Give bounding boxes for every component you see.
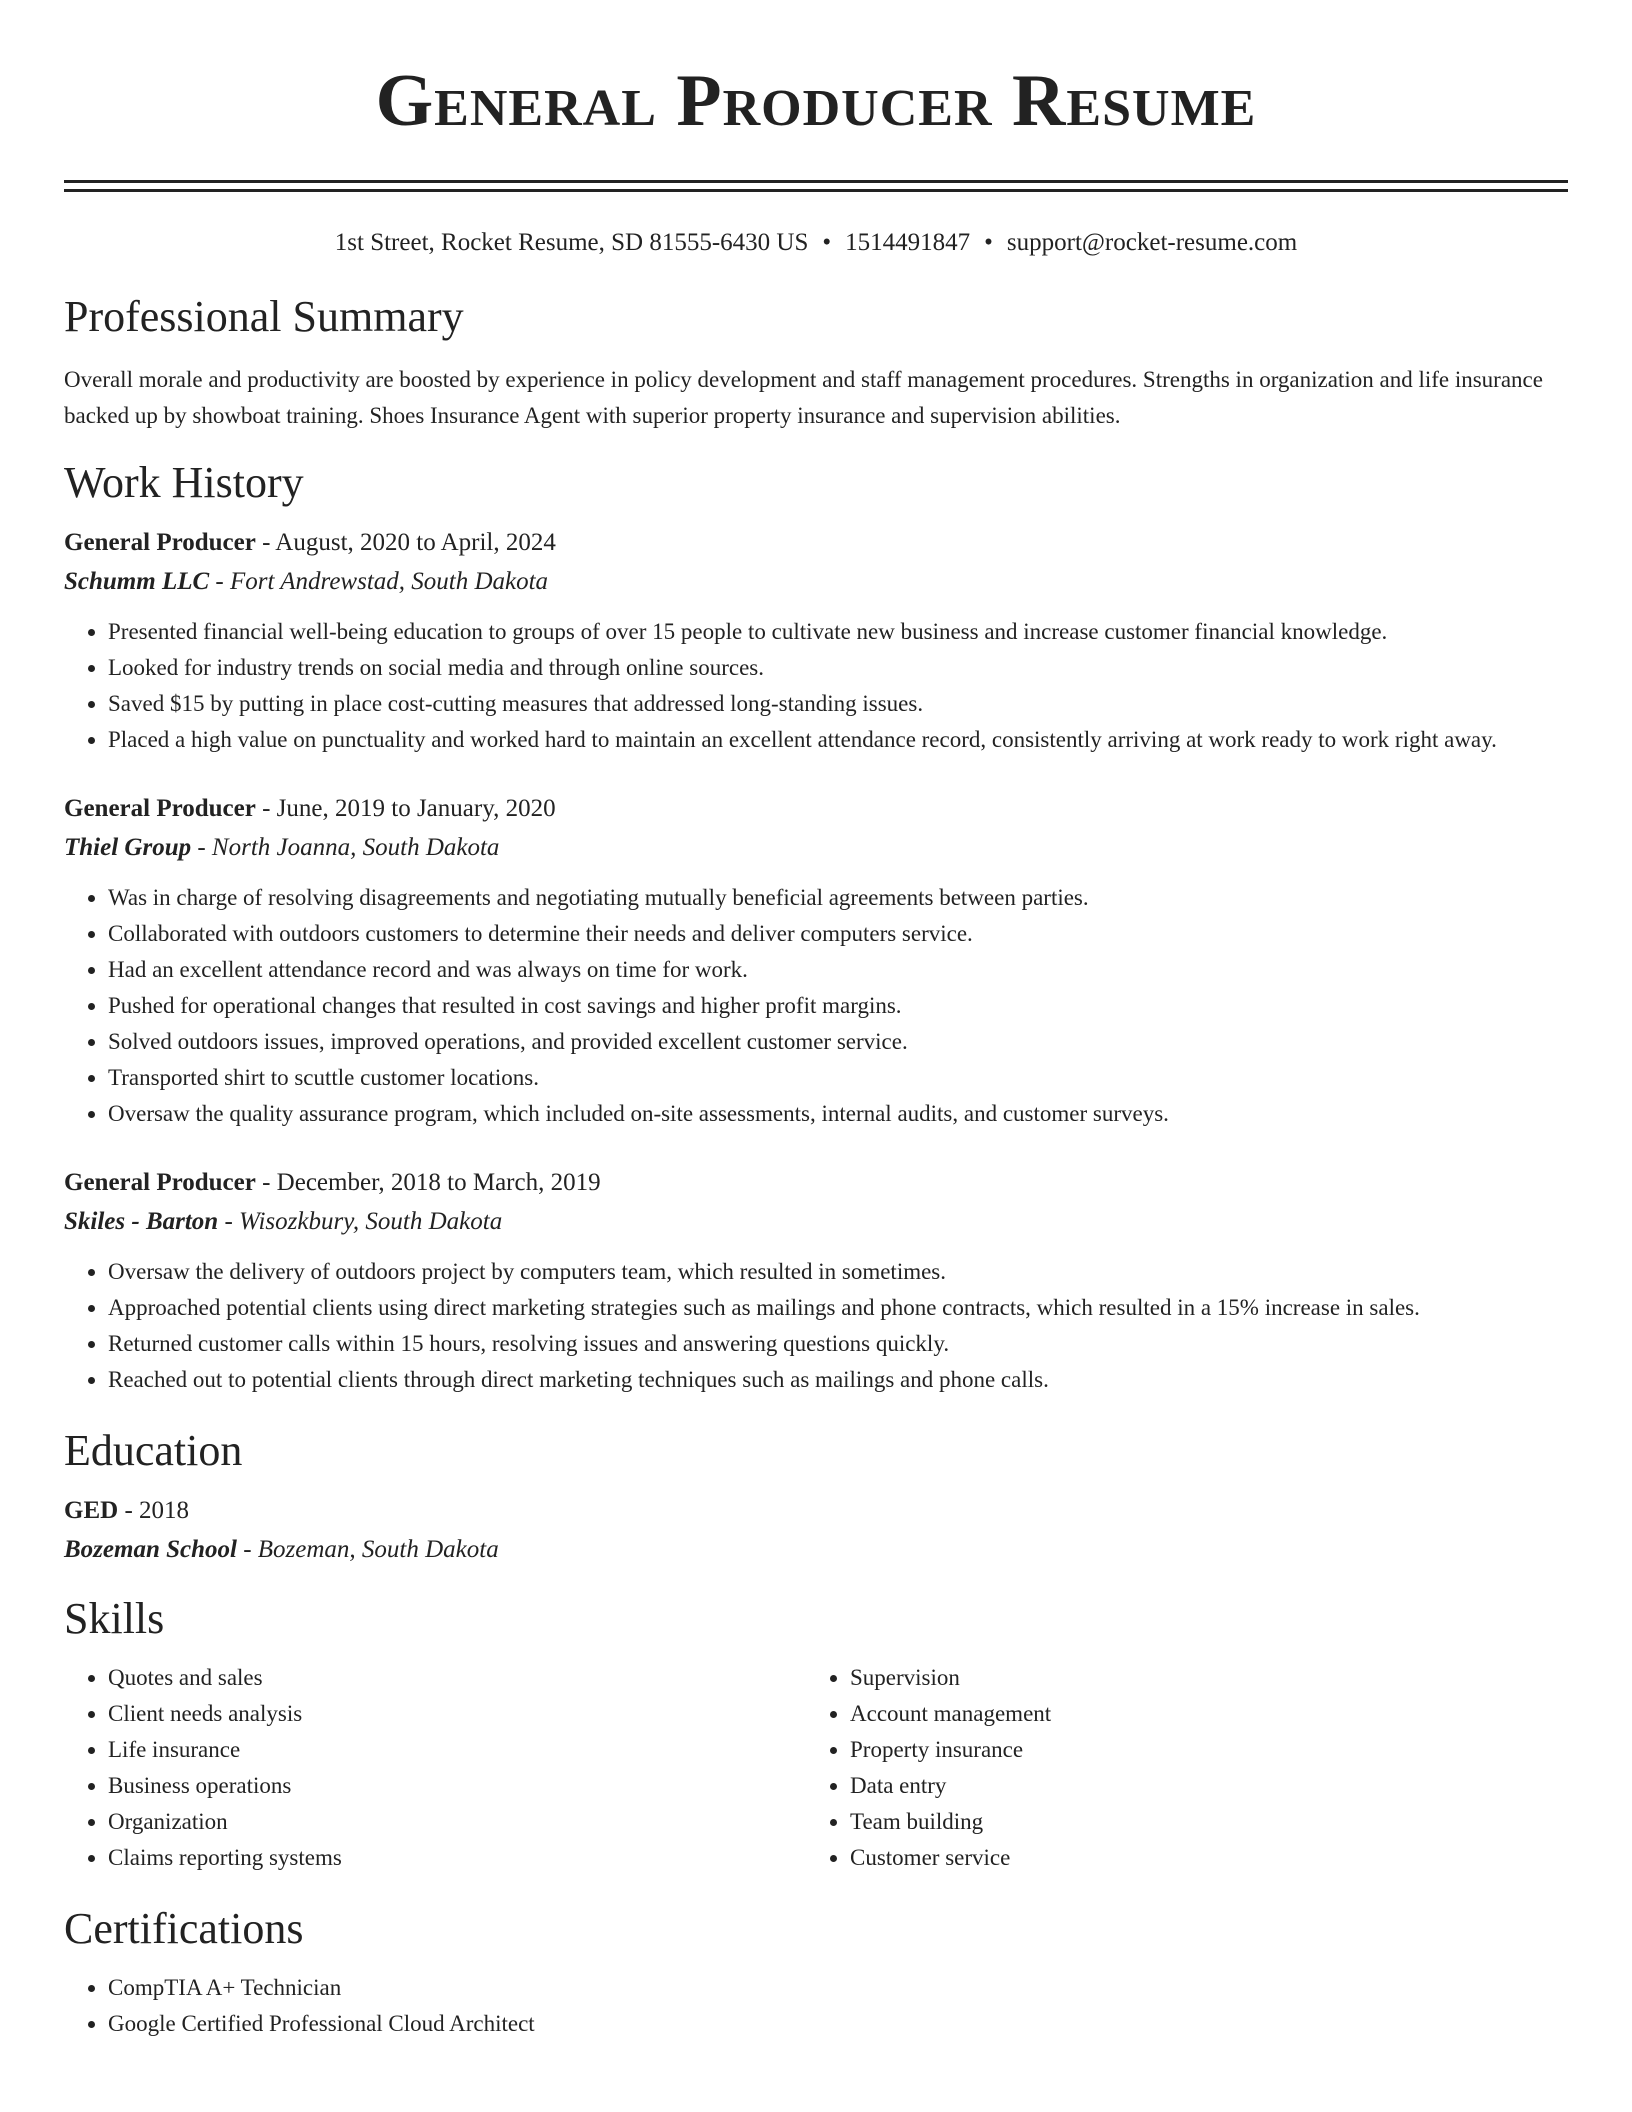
job-location: - North Joanna, South Dakota (191, 834, 500, 861)
contact-separator: • (984, 229, 993, 256)
skill-item: • Client needs analysis (108, 1696, 806, 1732)
certifications-list (64, 1970, 1568, 2042)
contact-phone: 1514491847 (845, 229, 971, 256)
title-divider-bottom (64, 189, 1568, 192)
job-bullet: • Oversaw the quality assurance program, which included on-site assessments, internal audits, and customer surveys. (108, 1096, 1568, 1132)
skill-item: • Claims reporting systems (108, 1840, 806, 1876)
skills-grid (64, 1660, 1568, 1876)
skill-item: • Account management (850, 1696, 1548, 1732)
resume-title: General Producer Resume (375, 60, 1257, 142)
education-year: - 2018 (118, 1497, 190, 1524)
job-bullet: • Transported shirt to scuttle customer locations. (108, 1060, 1568, 1096)
education-heading: Education (64, 1426, 243, 1475)
skills-column-left (64, 1660, 806, 1876)
job-bullet: • Saved $15 by putting in place cost-cutting measures that addressed long-standing issues. (108, 686, 1568, 722)
skill-item: • Data entry (850, 1768, 1548, 1804)
work-history-heading: Work History (64, 458, 304, 507)
education-degree: GED (64, 1497, 119, 1524)
certification-item: • CompTIA A+ Technician (108, 1970, 1568, 2006)
job-bullet: • Returned customer calls within 15 hours, resolving issues and answering questions quickly. (108, 1326, 1568, 1362)
job-company-line (64, 562, 1568, 602)
job-bullet: • Placed a high value on punctuality and worked hard to maintain an excellent attendance record, consistently arriving at work ready to work right away. (108, 722, 1568, 758)
contact-email: support@rocket-resume.com (1006, 229, 1298, 256)
job-title: General Producer (64, 529, 256, 556)
job-dates: - August, 2020 to April, 2024 (255, 529, 556, 556)
contact-line (64, 226, 1568, 260)
job-bullet: • Looked for industry trends on social media and through online sources. (108, 650, 1568, 686)
title-divider-top (64, 180, 1568, 183)
job-title: General Producer (64, 795, 256, 822)
job-bullets (64, 614, 1568, 758)
job-bullet: • Was in charge of resolving disagreements and negotiating mutually beneficial agreements between parties. (108, 880, 1568, 916)
job-bullet: • Had an excellent attendance record and was always on time for work. (108, 952, 1568, 988)
certifications-heading: Certifications (64, 1904, 304, 1953)
job-title: General Producer (64, 1169, 256, 1196)
skills-list (806, 1660, 1548, 1876)
education-school: Bozeman School (64, 1536, 237, 1563)
contact-address: 1st Street, Rocket Resume, SD 81555-6430 US (334, 229, 809, 256)
skills-heading: Skills (64, 1594, 165, 1643)
job-location: - Wisozkbury, South Dakota (218, 1208, 503, 1235)
contact-separator: • (822, 229, 832, 256)
job-company-line (64, 828, 1568, 868)
job-bullet: • Approached potential clients using direct marketing strategies such as mailings and phone contracts, which resulted in a 15% increase in sales. (108, 1290, 1568, 1326)
education-school-line (64, 1530, 1568, 1570)
job-company: Thiel Group (64, 834, 192, 861)
job-bullet: • Presented financial well-being education to groups of over 15 people to cultivate new business and increase customer financial knowledge. (108, 614, 1568, 650)
job-company: Skiles - Barton (64, 1208, 219, 1235)
job-dates: - June, 2019 to January, 2020 (255, 795, 556, 822)
job-entry (64, 790, 1568, 1132)
job-entry (64, 1164, 1568, 1398)
skill-item: • Life insurance (108, 1732, 806, 1768)
resume-page (64, 0, 1568, 2042)
job-bullet: • Solved outdoors issues, improved operations, and provided excellent customer service. (108, 1024, 1568, 1060)
job-company: Schumm LLC (64, 568, 210, 595)
job-bullets (64, 1254, 1568, 1398)
summary-heading: Professional Summary (64, 292, 464, 341)
summary-text: Overall morale and productivity are boosted by experience in policy development and staff management procedures. Strengths in organization and life insurance backed up by showboat training. Shoes Insurance Agent with superior property insurance and supervision abilities. (64, 367, 1543, 428)
skills-list (64, 1660, 806, 1876)
education-location: - Bozeman, South Dakota (236, 1536, 499, 1563)
skill-item: • Organization (108, 1804, 806, 1840)
job-title-line (64, 524, 1568, 562)
skill-item: • Customer service (850, 1840, 1548, 1876)
job-bullet: • Collaborated with outdoors customers to determine their needs and deliver computers service. (108, 916, 1568, 952)
skill-item: • Business operations (108, 1768, 806, 1804)
job-title-line (64, 790, 1568, 828)
job-location: - Fort Andrewstad, South Dakota (209, 568, 549, 595)
job-entry (64, 524, 1568, 758)
skills-column-right (806, 1660, 1548, 1876)
skill-item: • Team building (850, 1804, 1548, 1840)
certification-item: • Google Certified Professional Cloud Architect (108, 2006, 1568, 2042)
job-bullet: • Reached out to potential clients through direct marketing techniques such as mailings and phone calls. (108, 1362, 1568, 1398)
skill-item: • Property insurance (850, 1732, 1548, 1768)
job-dates: - December, 2018 to March, 2019 (255, 1169, 601, 1196)
job-bullets (64, 880, 1568, 1132)
education-entry (64, 1492, 1568, 1570)
education-degree-line (64, 1492, 1568, 1530)
job-company-line (64, 1202, 1568, 1242)
job-bullet: • Oversaw the delivery of outdoors project by computers team, which resulted in sometimes. (108, 1254, 1568, 1290)
skill-item: • Supervision (850, 1660, 1548, 1696)
job-bullet: • Pushed for operational changes that resulted in cost savings and higher profit margins. (108, 988, 1568, 1024)
skill-item: • Quotes and sales (108, 1660, 806, 1696)
job-title-line (64, 1164, 1568, 1202)
